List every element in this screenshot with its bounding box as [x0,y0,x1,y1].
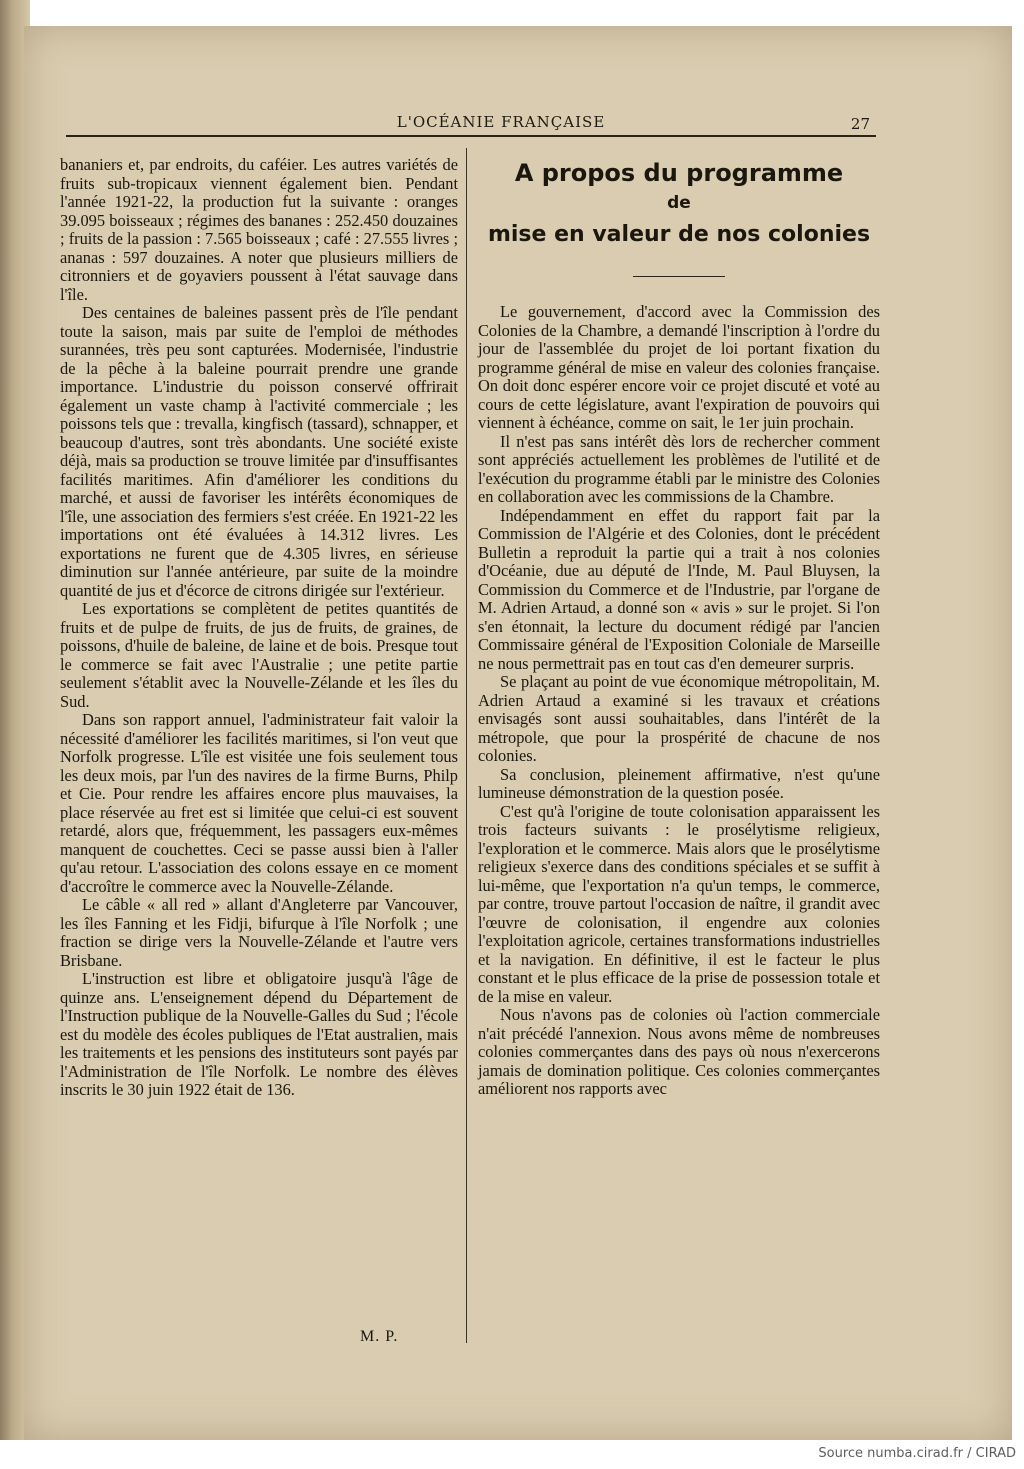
left-paragraph-2: Des centaines de baleines passent près de l'île pendant toute la saison, mais par suite de l'emploi de méthodes surannées, très peu sont capturées. Modernisée, l'industrie de la pêche à la baleine pourrait prendre une grande importance. L'industrie du poisson conservé offrirait également un vaste champ à l'activité commerciale ; les poissons tels que : trevalla, kingfisch (tassard), schnapper, et beaucoup d'autres, sont très abondants. Une société existe déjà, mais sa production se trouve limitée par d'insuffisantes facilités maritimes. Afin d'améliorer les conditions du marché, et aussi de favoriser les intérêts économiques de l'île, une association des fermiers s'est créée. En 1921-22 les importations ont été évaluées à 14.312 livres. Les exportations ne furent que de 4.305 livres, en sérieuse diminution sur l'année antérieure, par suite de la moindre quantité de jus et d'écorce de citrons dirigée sur l'extérieur. [60,303,458,600]
left-paragraph-3: Les exportations se complètent de petites quantités de fruits et de pulpe de fruits, de jus de fruits, de graines, de poissons, d'huile de baleine, de laine et de bois. Presque tout le commerce se fait avec l'Australie ; une petite partie seulement s'établit avec la Nouvelle-Zélande et les îles du Sud. [60,599,458,711]
left-paragraph-4: Dans son rapport annuel, l'administrateur fait valoir la nécessité d'améliorer les facilités maritimes, si l'on veut que Norfolk progresse. L'île est visitée une fois seulement tous les deux mois, par l'un des navires de la firme Burns, Philp et Cie. Pour rendre les affaires encore plus mauvaises, la place réservée au fret est si limitée que celui-ci est souvent retardé, alors que, fréquemment, les passagers eux-mêmes manquent de couchettes. Ceci se passe aussi bien à l'aller qu'au retour. L'association des colons essaye en ce moment d'accroître le commerce avec la Nouvelle-Zélande. [60,710,458,896]
article-paragraph-3: Indépendamment en effet du rapport fait par la Commission de l'Algérie et des Colonies, dont le précédent Bulletin a reproduit la partie qui a trait à nos colonies d'Océanie, due au député de l'Inde, M. Paul Bluysen, la Commission du Commerce et de l'Industrie, par l'organe de M. Adrien Artaud, a donné son « avis » sur le projet. Si l'on s'en étonnait, la lecture du document rédigé par l'ancien Commissaire général de l'Exposition Coloniale de Marseille ne nous permettrait pas en tout cas d'en demeurer surpris. [478,505,880,673]
author-signature: M. P. [360,1328,399,1345]
title-separator-rule [633,276,725,277]
article-paragraph-7: Nous n'avons pas de colonies où l'action commerciale n'ait précédé l'annexion. Nous avons même de nombreuses colonies commerçantes dans des pays où nous n'exercerons jamais de domination politique. Ces colonies commerçantes améliorent nos rapports avec [478,1005,880,1098]
article-paragraph-4: Se plaçant au point de vue économique métropolitain, M. Adrien Artaud a examiné si les travaux et créations envisagés sont aussi souhaitables, dans l'intérêt de la métropole, que pour la prospérité de chacune de nos colonies. [478,672,880,765]
source-credit: Source numba.cirad.fr / CIRAD [818,1446,1016,1461]
journal-title: L'OCÉANIE FRANÇAISE [396,113,606,131]
column-divider [466,148,467,1343]
right-column [478,156,880,1099]
article-paragraph-6: C'est qu'à l'origine de toute colonisation apparaissent les trois facteurs suivants : le prosélytisme religieux, l'exploration et le commerce. Mais alors que le prosélytisme religieux s'exerce dans des conditions spéciales et se suffit à lui-même, que l'exportation n'a qu'un temps, le commerce, par contre, trouve partout l'occasion de naître, il grandit avec l'œuvre de colonisation, il engendre aux colonies l'exploitation agricole, certaines transformations industrielles et la navigation. En définitive, il est le facteur le plus constant et le plus efficace de la prise de possession totale et de la mise en valeur. [478,801,880,1006]
article-paragraph-2: Il n'est pas sans intérêt dès lors de rechercher comment sont appréciés actuellement les problèmes de l'utilité et de l'exécution du programme établi par le ministre des Colonies en collaboration avec les commissions de la Chambre. [478,431,880,506]
article-title-line-1: A propos du programme [514,159,844,187]
article-title [478,158,880,252]
article-title-line-3: mise en valeur de nos colonies [487,222,871,247]
article-paragraph-1: Le gouvernement, d'accord avec la Commission des Colonies de la Chambre, a demandé l'inscription à l'ordre du jour de l'assemblée du projet de loi portant fixation du programme général de mise en valeur des colonies française. On doit donc espérer encore voir ce projet discuté et voté au cours de cette législature, avant l'expiration de pouvoirs qui viennent à échéance, comme on sait, le 1er juin prochain. [478,302,880,432]
page-number: 27 [850,115,870,133]
left-column [60,156,458,1100]
left-paragraph-1: bananiers et, par endroits, du caféier. Les autres variétés de fruits sub-tropicaux viennent également bien. Pendant l'année 1921-22, la production fut la suivante : oranges 39.095 boisseaux ; régimes des bananes : 252.450 douzaines ; fruits de la passion : 7.565 boisseaux ; café : 27.555 livres ; ananas : 597 douzaines. A noter que plusieurs milliers de citronniers et de goyaviers poussent à l'état sauvage dans l'île. [60,155,458,304]
running-head [66,113,876,137]
left-paragraph-6: L'instruction est libre et obligatoire jusqu'à l'âge de quinze ans. L'enseignement dépend du Département de l'Instruction publique de la Nouvelle-Galles du Sud ; l'école est du modèle des écoles publiques de l'Etat australien, mais les traitements et les pensions des instituteurs sont payés par l'Administration de l'île Norfolk. Le nombre des élèves inscrits le 30 juin 1922 était de 136. [60,969,458,1099]
article-title-line-2: de [667,193,691,213]
left-paragraph-5: Le câble « all red » allant d'Angleterre par Vancouver, les îles Fanning et les Fidji, bifurque à l'île Norfolk ; une fraction se dirige vers la Nouvelle-Zélande et l'autre vers Brisbane. [60,895,458,970]
article-paragraph-5: Sa conclusion, pleinement affirmative, n'est qu'une lumineuse démonstration de la question posée. [478,764,880,802]
